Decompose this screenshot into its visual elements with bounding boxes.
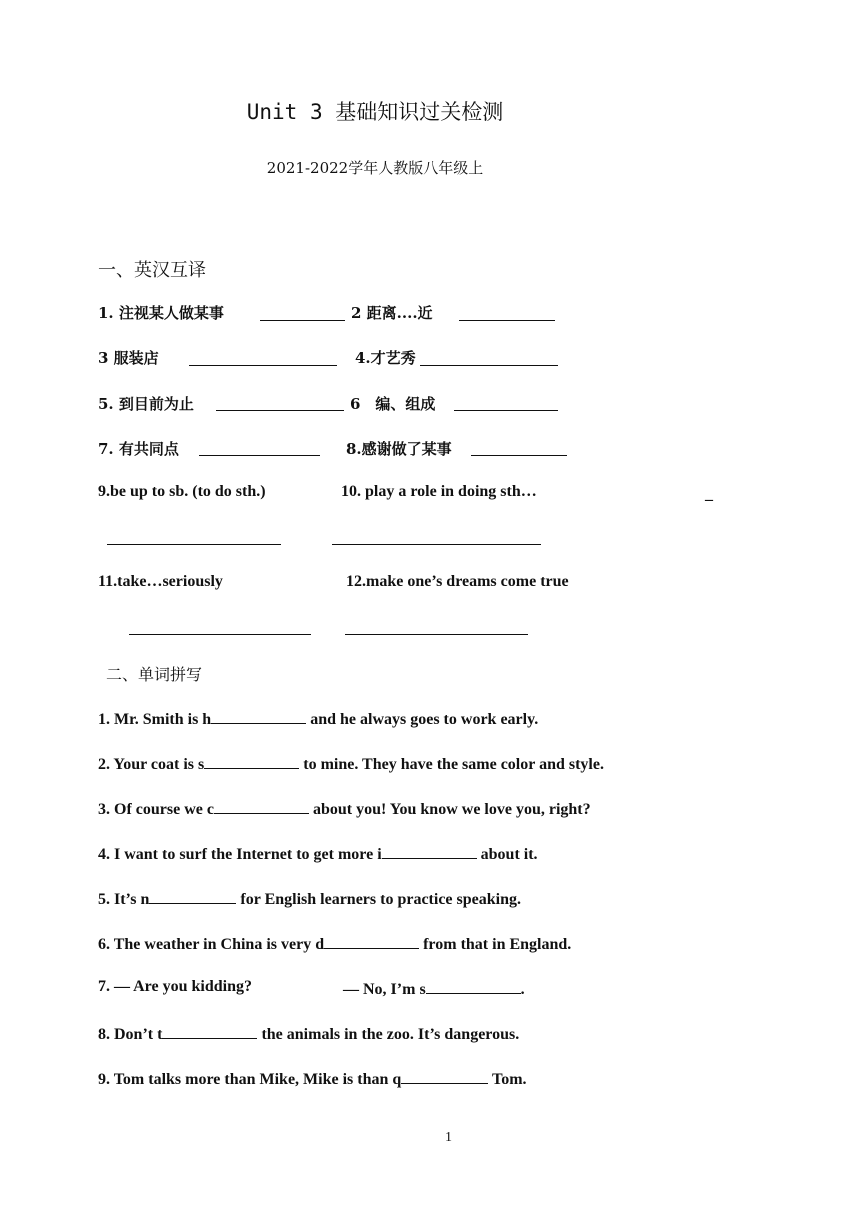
item-1: 1. 注视某人做某事 — [98, 304, 224, 322]
item-6-blank[interactable] — [454, 410, 558, 411]
sentence-7-question: 7. — Are you kidding? — [98, 978, 252, 995]
item-12-blank[interactable] — [345, 634, 528, 635]
page-subtitle: 2021-2022学年人教版八年级上 — [266, 159, 484, 177]
item-10-blank[interactable] — [332, 544, 541, 545]
item-11-blank[interactable] — [129, 634, 311, 635]
item-4: 4.才艺秀 — [355, 349, 416, 367]
item-3-blank[interactable] — [189, 365, 337, 366]
sentence-5: 5. It’s n for English learners to practice speaking. — [98, 888, 521, 909]
sentence-8: 8. Don’t t the animals in the zoo. It’s dangerous. — [98, 1023, 519, 1044]
item-8: 8.感谢做了某事 — [346, 440, 452, 458]
sentence-1-blank[interactable] — [211, 708, 306, 724]
item-2-blank[interactable] — [459, 320, 555, 321]
sentence-5-blank[interactable] — [149, 888, 236, 904]
item-8-blank[interactable] — [471, 455, 567, 456]
page-number: 1 — [445, 1130, 452, 1145]
item-1-blank[interactable] — [260, 320, 345, 321]
sentence-1: 1. Mr. Smith is h and he always goes to work early. — [98, 708, 538, 729]
sentence-3-blank[interactable] — [214, 798, 309, 814]
sentence-6-blank[interactable] — [324, 933, 419, 949]
sentence-4-blank[interactable] — [382, 843, 477, 859]
item-7: 7. 有共同点 — [98, 440, 179, 458]
sentence-9: 9. Tom talks more than Mike, Mike is than q Tom. — [98, 1068, 527, 1089]
sentence-6: 6. The weather in China is very d from that in England. — [98, 933, 571, 954]
item-10: 10. play a role in doing sth… — [341, 483, 537, 500]
item-4-blank[interactable] — [420, 365, 558, 366]
item-2: 2 距离....近 — [351, 304, 433, 322]
stray-underscore: _ — [705, 486, 713, 503]
sentence-2: 2. Your coat is s to mine. They have the same color and style. — [98, 753, 604, 774]
item-9: 9.be up to sb. (to do sth.) — [98, 483, 266, 500]
item-9-blank[interactable] — [107, 544, 281, 545]
item-5-blank[interactable] — [216, 410, 344, 411]
item-7-blank[interactable] — [199, 455, 320, 456]
sentence-4: 4. I want to surf the Internet to get more i about it. — [98, 843, 538, 864]
sentence-7-blank[interactable] — [426, 978, 521, 994]
sentence-8-blank[interactable] — [162, 1023, 257, 1039]
section2-heading: 二、单词拼写 — [106, 665, 203, 684]
item-12: 12.make one’s dreams come true — [346, 573, 569, 590]
sentence-7-answer: — No, I’m s . — [343, 978, 525, 999]
sentence-9-blank[interactable] — [401, 1068, 488, 1084]
sentence-2-blank[interactable] — [204, 753, 299, 769]
item-6: 6 编、组成 — [350, 395, 436, 413]
page-title: Unit 3 基础知识过关检测 — [246, 100, 504, 124]
item-3: 3 服装店 — [98, 349, 159, 367]
section1-heading: 一、英汉互译 — [98, 260, 206, 281]
item-5: 5. 到目前为止 — [98, 395, 194, 413]
sentence-3: 3. Of course we c about you! You know we love you, right? — [98, 798, 591, 819]
item-11: 11.take…seriously — [98, 573, 223, 590]
